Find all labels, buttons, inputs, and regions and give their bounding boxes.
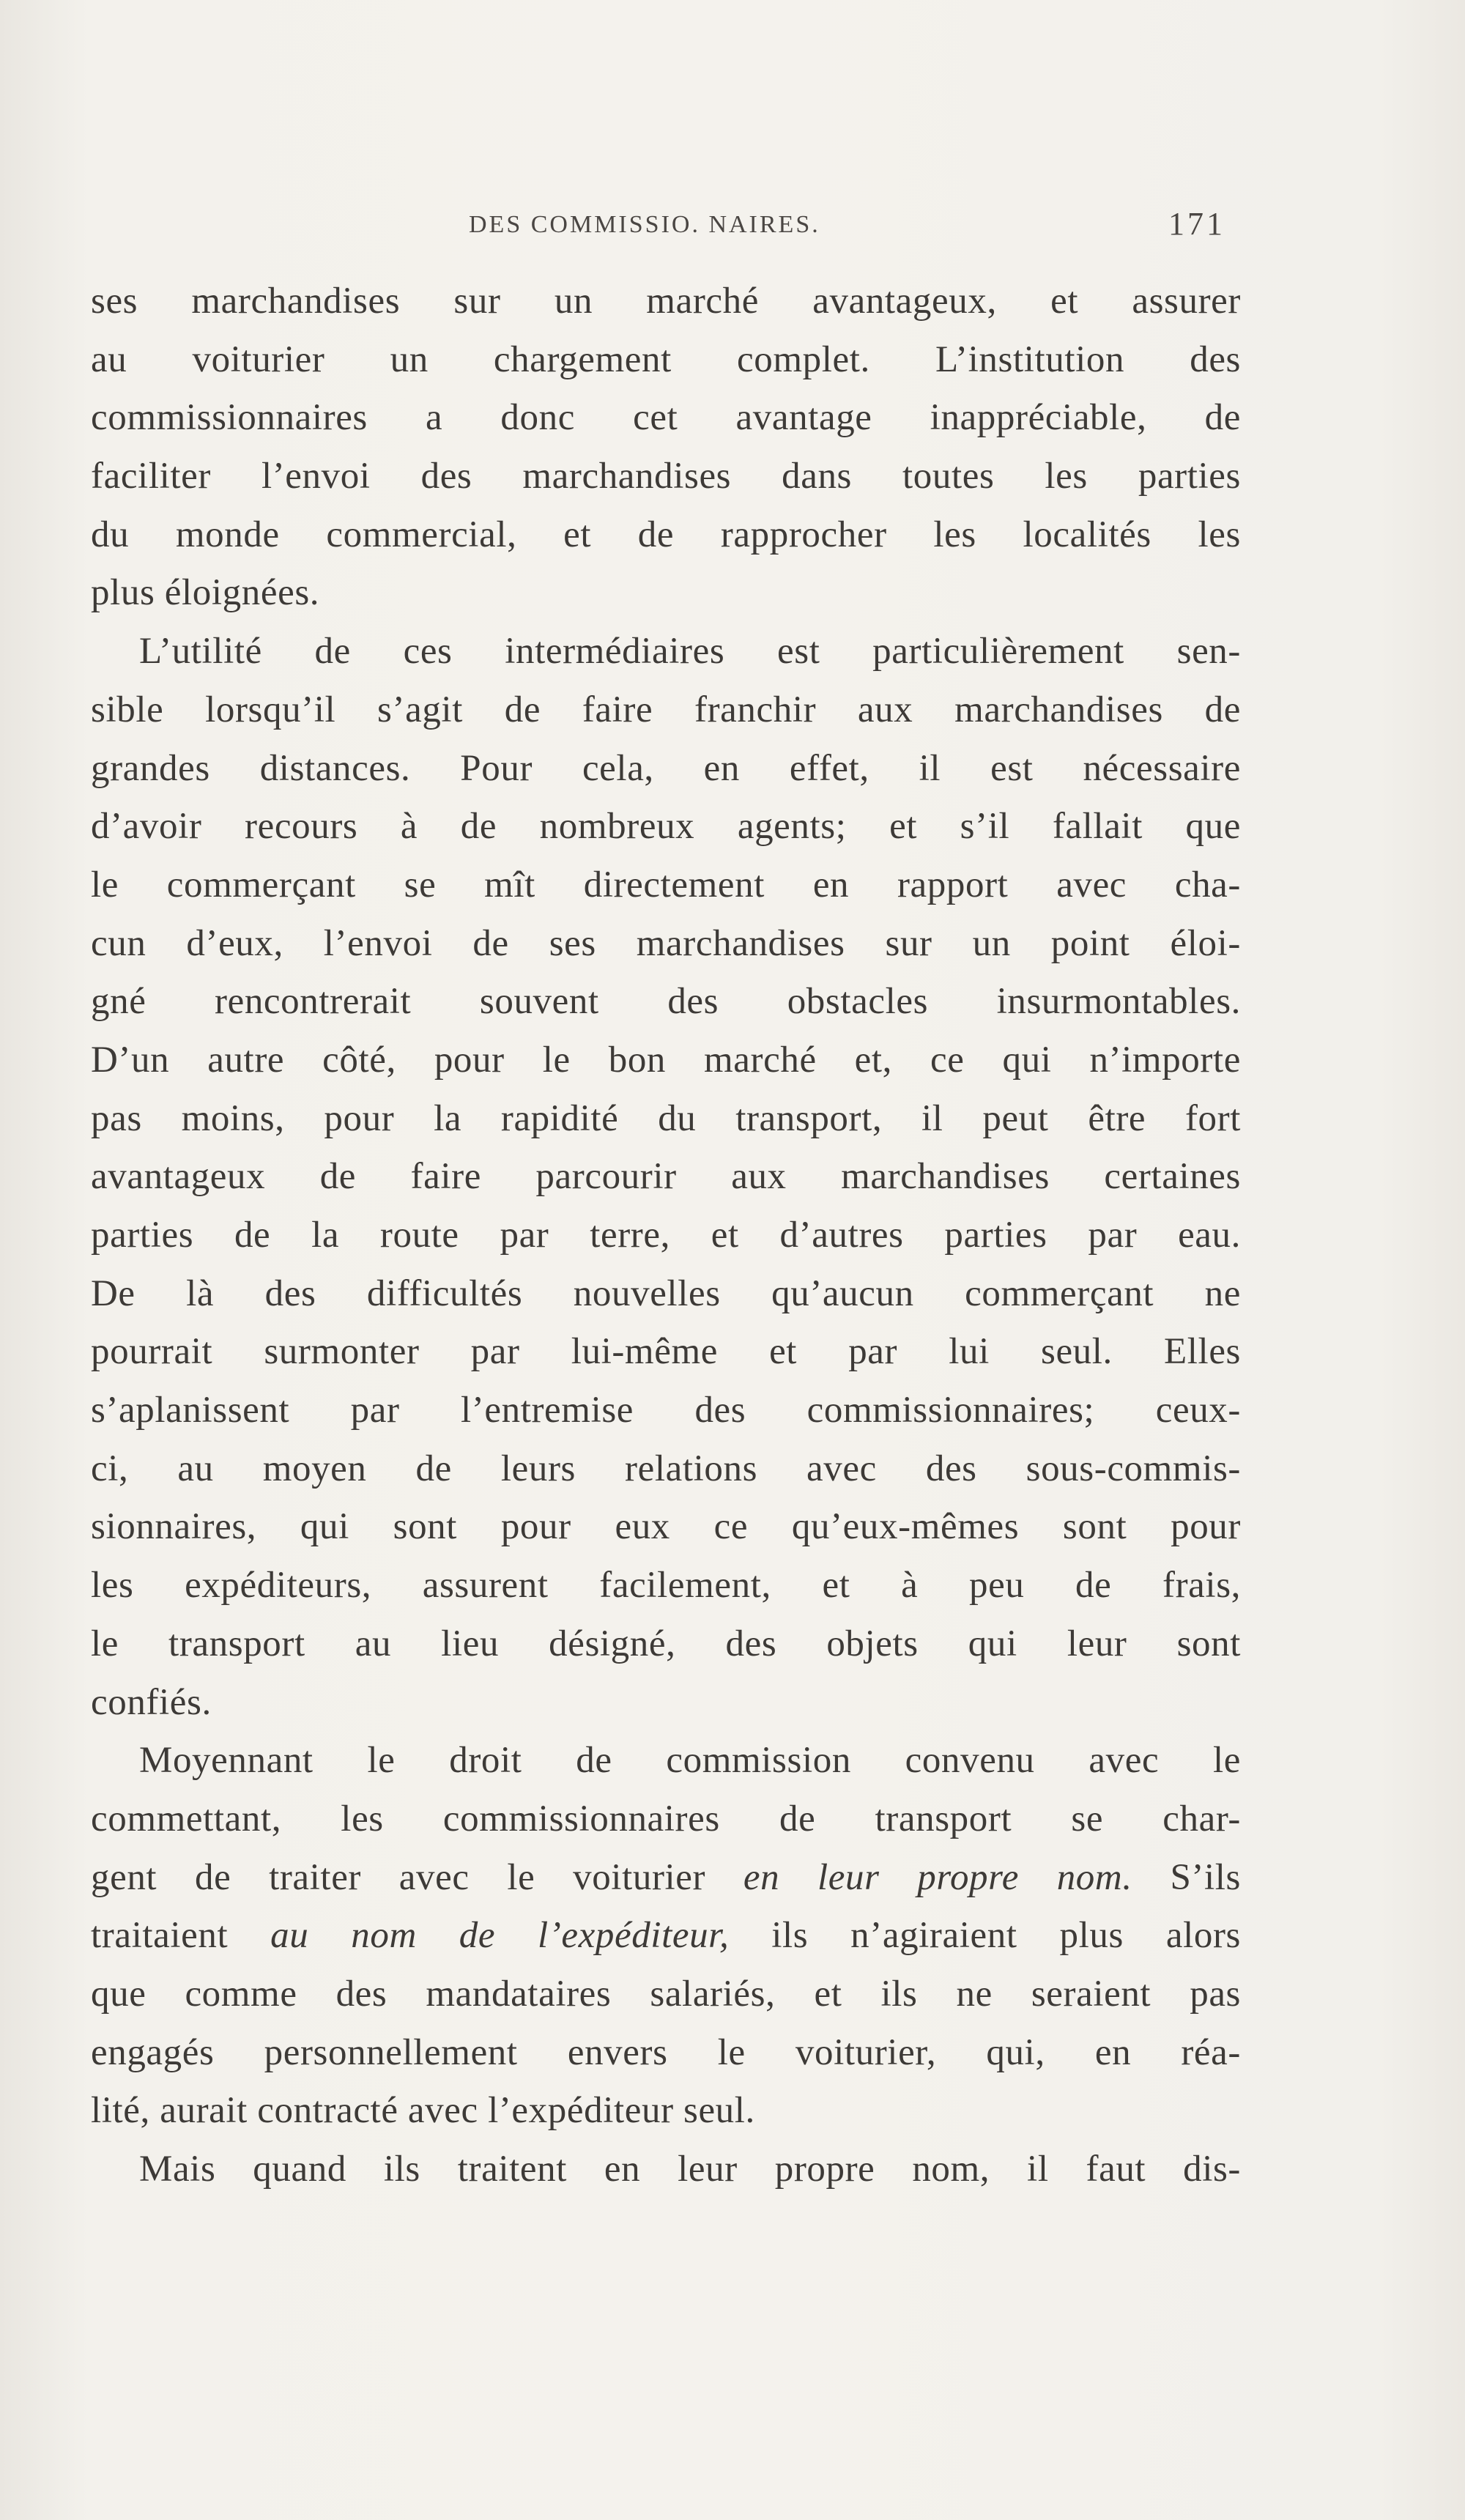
text-line: sible lorsqu’il s’agit de faire franchir aux marchandises de: [91, 689, 1241, 730]
text-line: confiés.: [91, 1681, 212, 1723]
text-line: pas moins, pour la rapidité du transport, il peut être fort: [91, 1097, 1241, 1139]
text-line: pourrait surmonter par lui-même et par lui seul. Elles: [91, 1331, 1241, 1373]
text-line: ci, au moyen de leurs relations avec des sous-commis-: [91, 1448, 1241, 1489]
text-line: grandes distances. Pour cela, en effet, il est nécessaire: [91, 747, 1241, 789]
text-line: sionnaires, qui sont pour eux ce qu’eux-mêmes sont pour: [91, 1506, 1241, 1548]
italic-phrase: en leur propre nom.: [743, 1856, 1132, 1898]
text-line: du monde commercial, et de rapprocher les localités les: [91, 514, 1241, 555]
paragraph-start-line: Moyennant le droit de commission convenu avec le: [139, 1740, 1241, 1782]
text-segment: gent de traiter avec le voiturier: [91, 1856, 743, 1898]
text-line: avantageux de faire parcourir aux marchandises certaines: [91, 1156, 1241, 1198]
italic-phrase: au nom de l’expéditeur,: [270, 1915, 730, 1957]
text-line: D’un autre côté, pour le bon marché et, ce qui n’importe: [91, 1039, 1241, 1081]
text-segment: ils n’agiraient plus alors: [729, 1915, 1242, 1957]
text-line: au voiturier un chargement complet. L’institution des: [91, 338, 1241, 380]
text-line: commissionnaires a donc cet avantage inappréciable, de: [91, 397, 1241, 439]
text-line: que comme des mandataires salariés, et ils ne seraient pas: [91, 1973, 1241, 2015]
text-line: engagés personnellement envers le voiturier, qui, en réa-: [91, 2031, 1241, 2073]
text-line: cun d’eux, l’envoi de ses marchandises sur un point éloi-: [91, 922, 1241, 964]
paragraph-start-line: Mais quand ils traitent en leur propre nom, il faut dis-: [139, 2149, 1241, 2190]
text-line: le transport au lieu désigné, des objets qui leur sont: [91, 1623, 1241, 1664]
text-line: ses marchandises sur un marché avantageux, et assurer: [91, 281, 1241, 322]
text-line: faciliter l’envoi des marchandises dans toutes les parties: [91, 456, 1241, 497]
text-line: gné rencontrerait souvent des obstacles insurmontables.: [91, 981, 1241, 1023]
text-line: s’aplanissent par l’entremise des commissionnaires; ceux-: [91, 1390, 1241, 1431]
text-line: d’avoir recours à de nombreux agents; et s’il fallait que: [91, 806, 1241, 848]
text-line: De là des difficultés nouvelles qu’aucun commerçant ne: [91, 1272, 1241, 1314]
text-line: le commerçant se mît directement en rapport avec cha-: [91, 864, 1241, 905]
text-line: plus éloignées.: [91, 572, 320, 614]
paragraph-start-line: L’utilité de ces intermédiaires est particulièrement sen-: [139, 631, 1241, 672]
text-line: lité, aurait contracté avec l’expéditeur seul.: [91, 2090, 755, 2132]
running-title: DES COMMISSIO. NAIRES.: [469, 211, 820, 238]
text-line: [91, 1907, 1241, 1965]
text-line: parties de la route par terre, et d’autres parties par eau.: [91, 1215, 1241, 1256]
text-segment: S’ils: [1132, 1856, 1241, 1898]
text-line: [91, 1849, 1241, 1908]
page-number: 171: [1168, 206, 1225, 242]
text-segment: traitaient: [91, 1915, 271, 1957]
text-line: commettant, les commissionnaires de transport se char-: [91, 1798, 1241, 1839]
text-line: les expéditeurs, assurent facilement, et à peu de frais,: [91, 1565, 1241, 1606]
body-text: [91, 273, 1241, 2199]
